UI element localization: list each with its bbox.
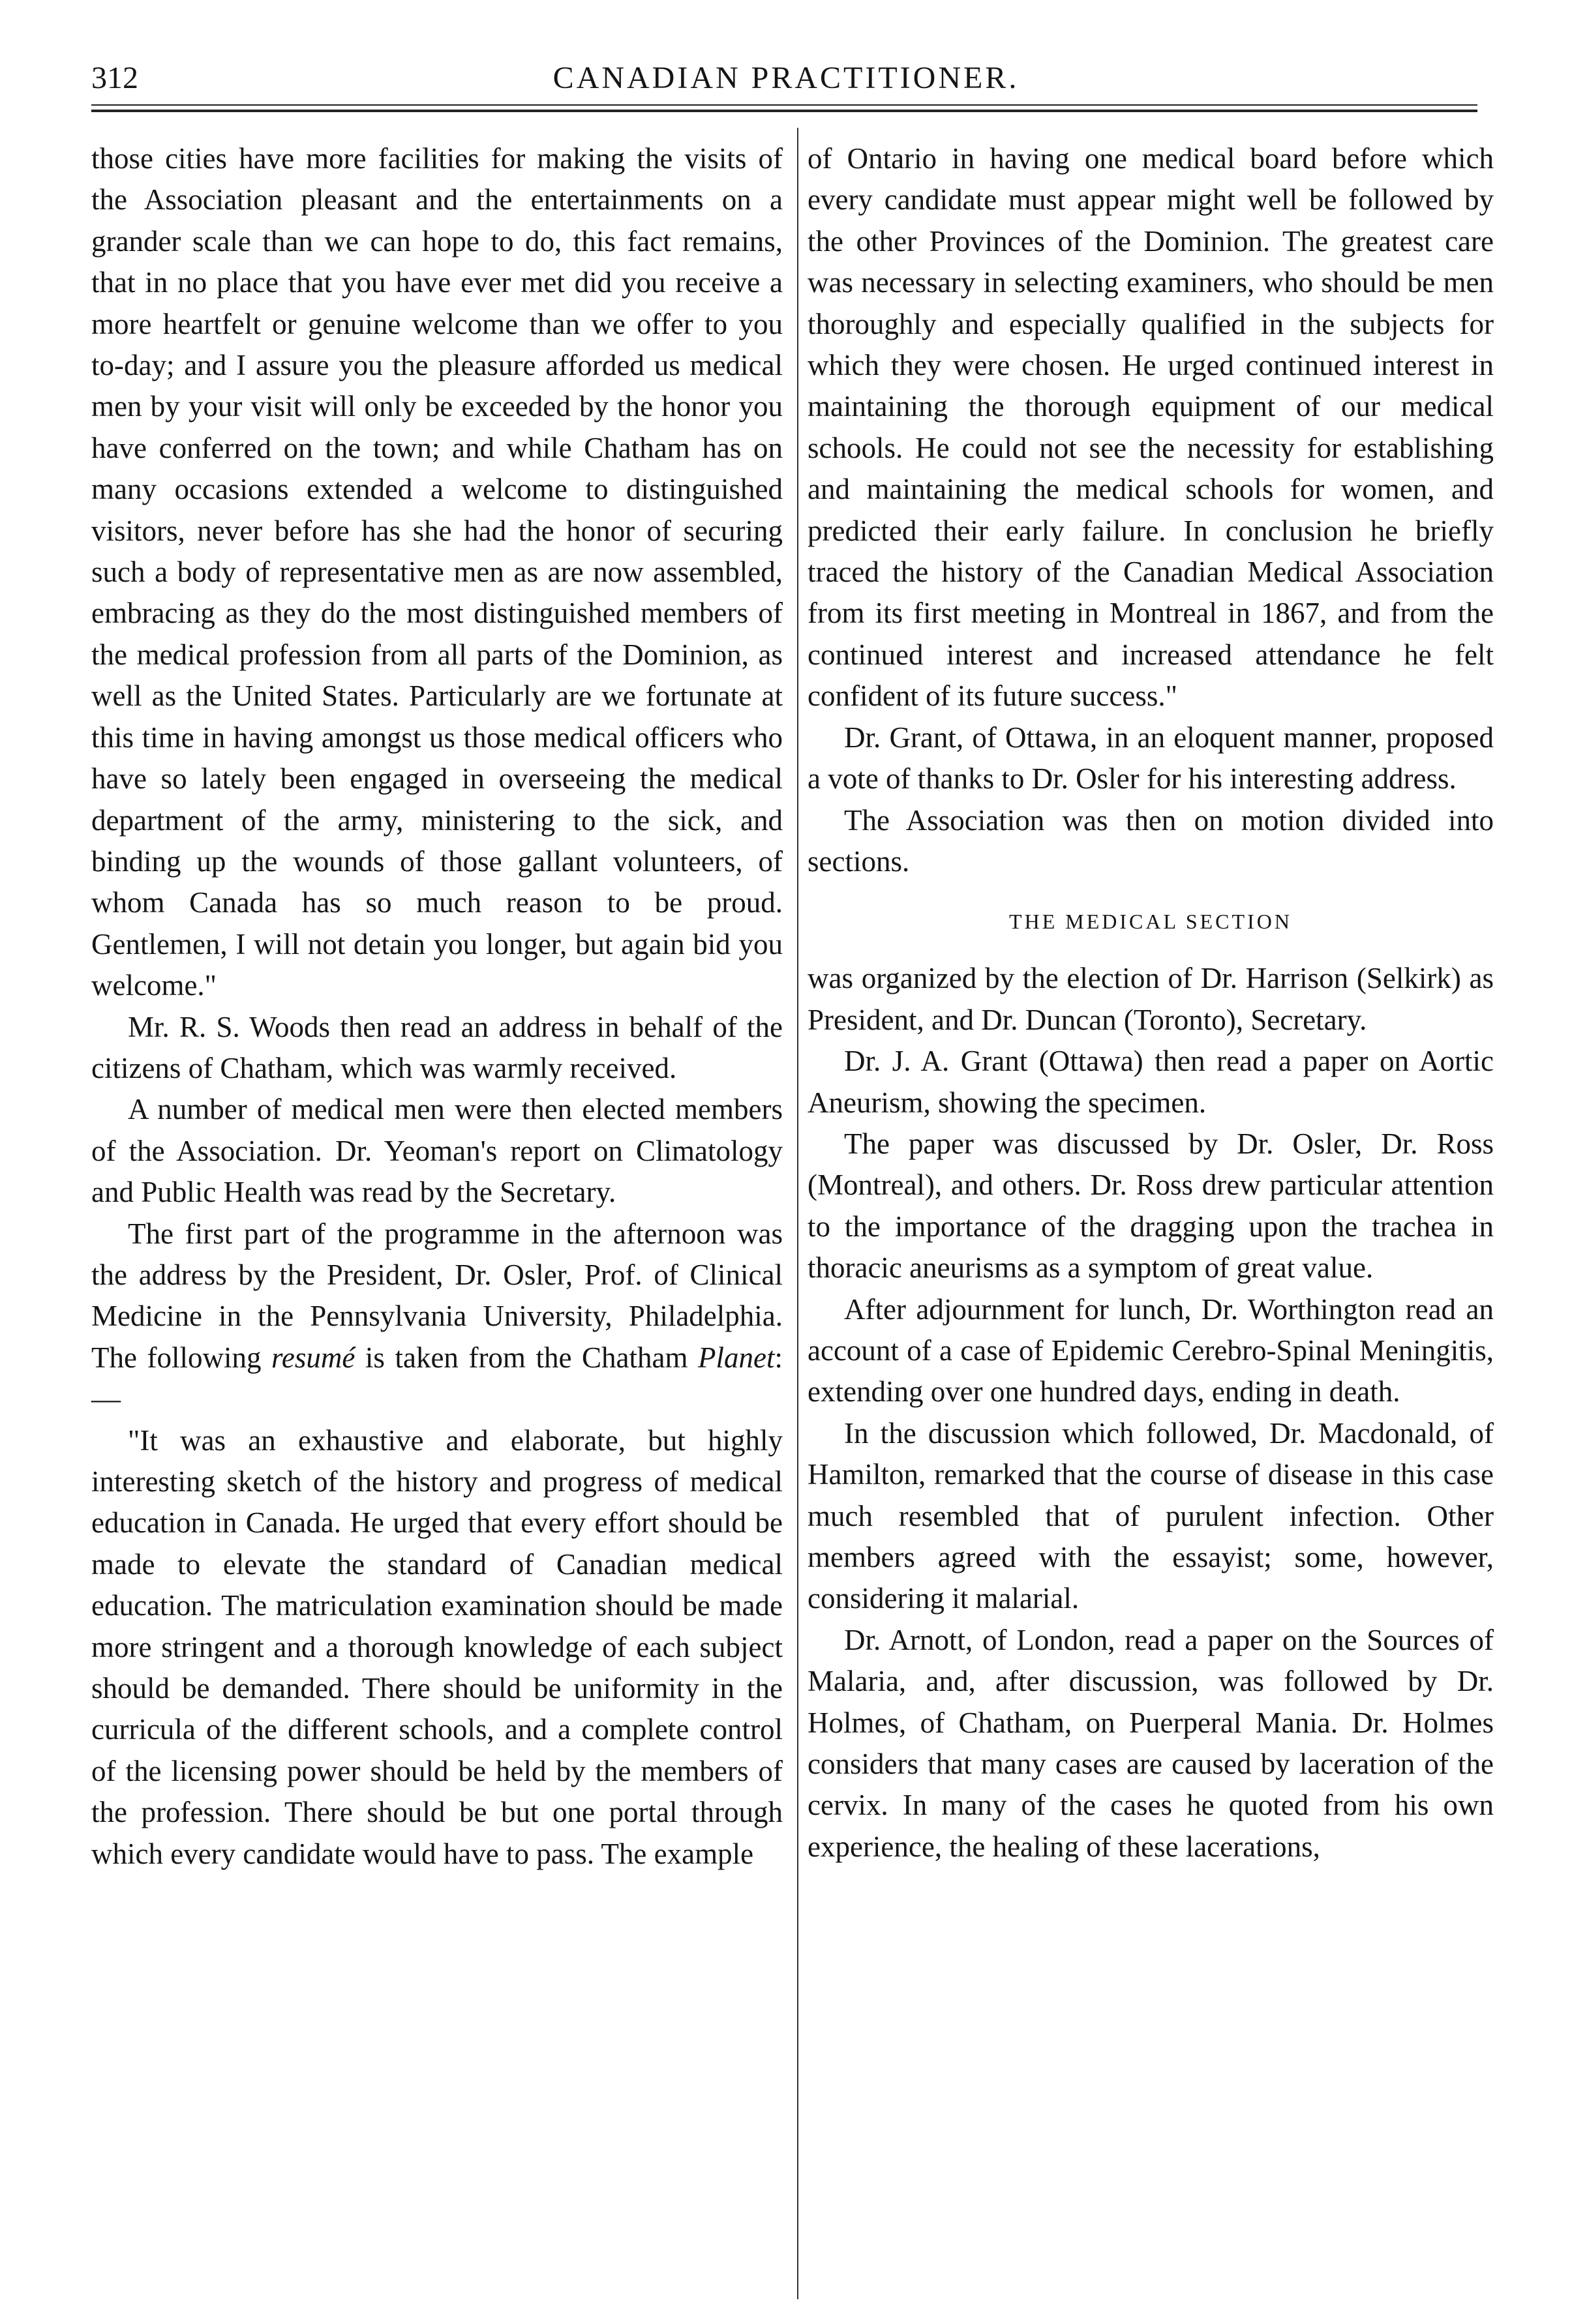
planet-italic: Planet: [698, 1341, 775, 1374]
paragraph-right-8: In the discussion which followed, Dr. Macdonald, of Hamilton, remarked that the course of disease in this case much resembled that of purulent infection. Other members agreed with the essayist; some, however, considering it malarial.: [808, 1416, 1494, 1615]
paragraph-right-9: Dr. Arnott, of London, read a paper on the Sources of Malaria, and, after discussion, was followed by Dr. Holmes, of Chatham, on Puerperal Mania. Dr. Holmes considers that many cases are caused by laceration of the cervix. In many of the cases he quoted from his own experience, the healing of these lacerations,: [808, 1623, 1494, 1863]
paragraph-left-4-text-b: is taken from the Chatham: [355, 1341, 699, 1374]
paragraph-right-3: The Association was then on motion divided into sections.: [808, 803, 1494, 878]
header-rule-thick: [91, 110, 1477, 112]
paragraph-left-5: "It was an exhaustive and elaborate, but highly interesting sketch of the history and progress of medical education in Canada. He urged that every effort should be made to elevate the standard of Canadian medical education. The matriculation examination should be made more stringent and a thorough knowledge of each subject should be demanded. There should be uniformity in the curricula of the different schools, and a complete control of the licensing power should be held by the members of the profession. There should be but one portal through which every candidate would have to pass. The example: [91, 1423, 783, 1870]
paragraph-left-4-text-a: The first part of the programme in the afternoon was the address by the President, Dr. Osler, Prof. of Clinical Medicine in the Pennsylvania University, Philadelphia. The following: [91, 1217, 783, 1374]
right-column: [808, 138, 1494, 1868]
page-number: 312: [91, 61, 138, 95]
paragraph-right-1: of Ontario in having one medical board before which every candidate must appear might well be followed by the other Provinces of the Dominion. The greatest care was necessary in selecting examiners, who should be men thoroughly and especially qualified in the subjects for which they were chosen. He urged continued interest in maintaining the thorough equipment of our medical schools. He could not see the necessity for establishing and maintaining the medical schools for women, and predicted their early failure. In conclusion he briefly traced the history of the Canadian Medical Association from its first meeting in Montreal in 1867, and from the continued interest and increased attendance he felt confident of its future success.": [808, 142, 1494, 713]
paragraph-left-3: A number of medical men were then elected members of the Association. Dr. Yeoman's report on Climatology and Public Health was read by the Secretary.: [91, 1093, 783, 1209]
resume-italic: resumé: [271, 1341, 355, 1374]
paragraph-left-2: Mr. R. S. Woods then read an address in behalf of the citizens of Chatham, which was warmly received.: [91, 1010, 783, 1084]
paragraph-right-5: Dr. J. A. Grant (Ottawa) then read a paper on Aortic Aneurism, showing the specimen.: [808, 1045, 1494, 1119]
paragraph-left-4: [91, 1214, 783, 1420]
paragraph-left-4-text-c: :—: [91, 1341, 783, 1416]
paragraph-right-7: After adjournment for lunch, Dr. Worthington read an account of a case of Epidemic Cerebro-Spinal Meningitis, extending over one hundred days, ending in death.: [808, 1292, 1494, 1408]
header-rule-thin: [91, 104, 1477, 106]
left-column: [91, 138, 783, 1875]
paragraph-right-4: was organized by the election of Dr. Harrison (Selkirk) as President, and Dr. Duncan (Toronto), Secretary.: [808, 962, 1494, 1036]
paragraph-right-6: The paper was discussed by Dr. Osler, Dr. Ross (Montreal), and others. Dr. Ross drew particular attention to the importance of the dragging upon the trachea in thoracic aneurisms as a symptom of great value.: [808, 1127, 1494, 1285]
column-divider: [797, 128, 798, 2299]
section-heading: THE MEDICAL SECTION: [1009, 910, 1292, 934]
paragraph-right-2: Dr. Grant, of Ottawa, in an eloquent manner, proposed a vote of thanks to Dr. Osler for his interesting address.: [808, 721, 1494, 796]
running-title: CANADIAN PRACTITIONER.: [552, 61, 1020, 95]
paragraph-left-1: those cities have more facilities for making the visits of the Association pleasant and the entertainments on a grander scale than we can hope to do, this fact remains, that in no place that you have ever met did you receive a more heartfelt or genuine welcome than we offer to you to-day; and I assure you the pleasure afforded us medical men by your visit will only be exceeded by the honor you have conferred on the town; and while Chatham has on many occasions extended a welcome to distinguished visitors, never before has she had the honor of securing such a body of representative men as are now assembled, embracing as they do the most distinguished members of the medical profession from all parts of the Dominion, as well as the United States. Particularly are we fortunate at this time in having amongst us those medical officers who have so lately been engaged in overseeing the medical department of the army, ministering to the sick, and binding up the wounds of those gallant volunteers, of whom Canada has so much reason to be proud. Gentlemen, I will not detain you longer, but again bid you welcome.": [91, 142, 783, 1002]
